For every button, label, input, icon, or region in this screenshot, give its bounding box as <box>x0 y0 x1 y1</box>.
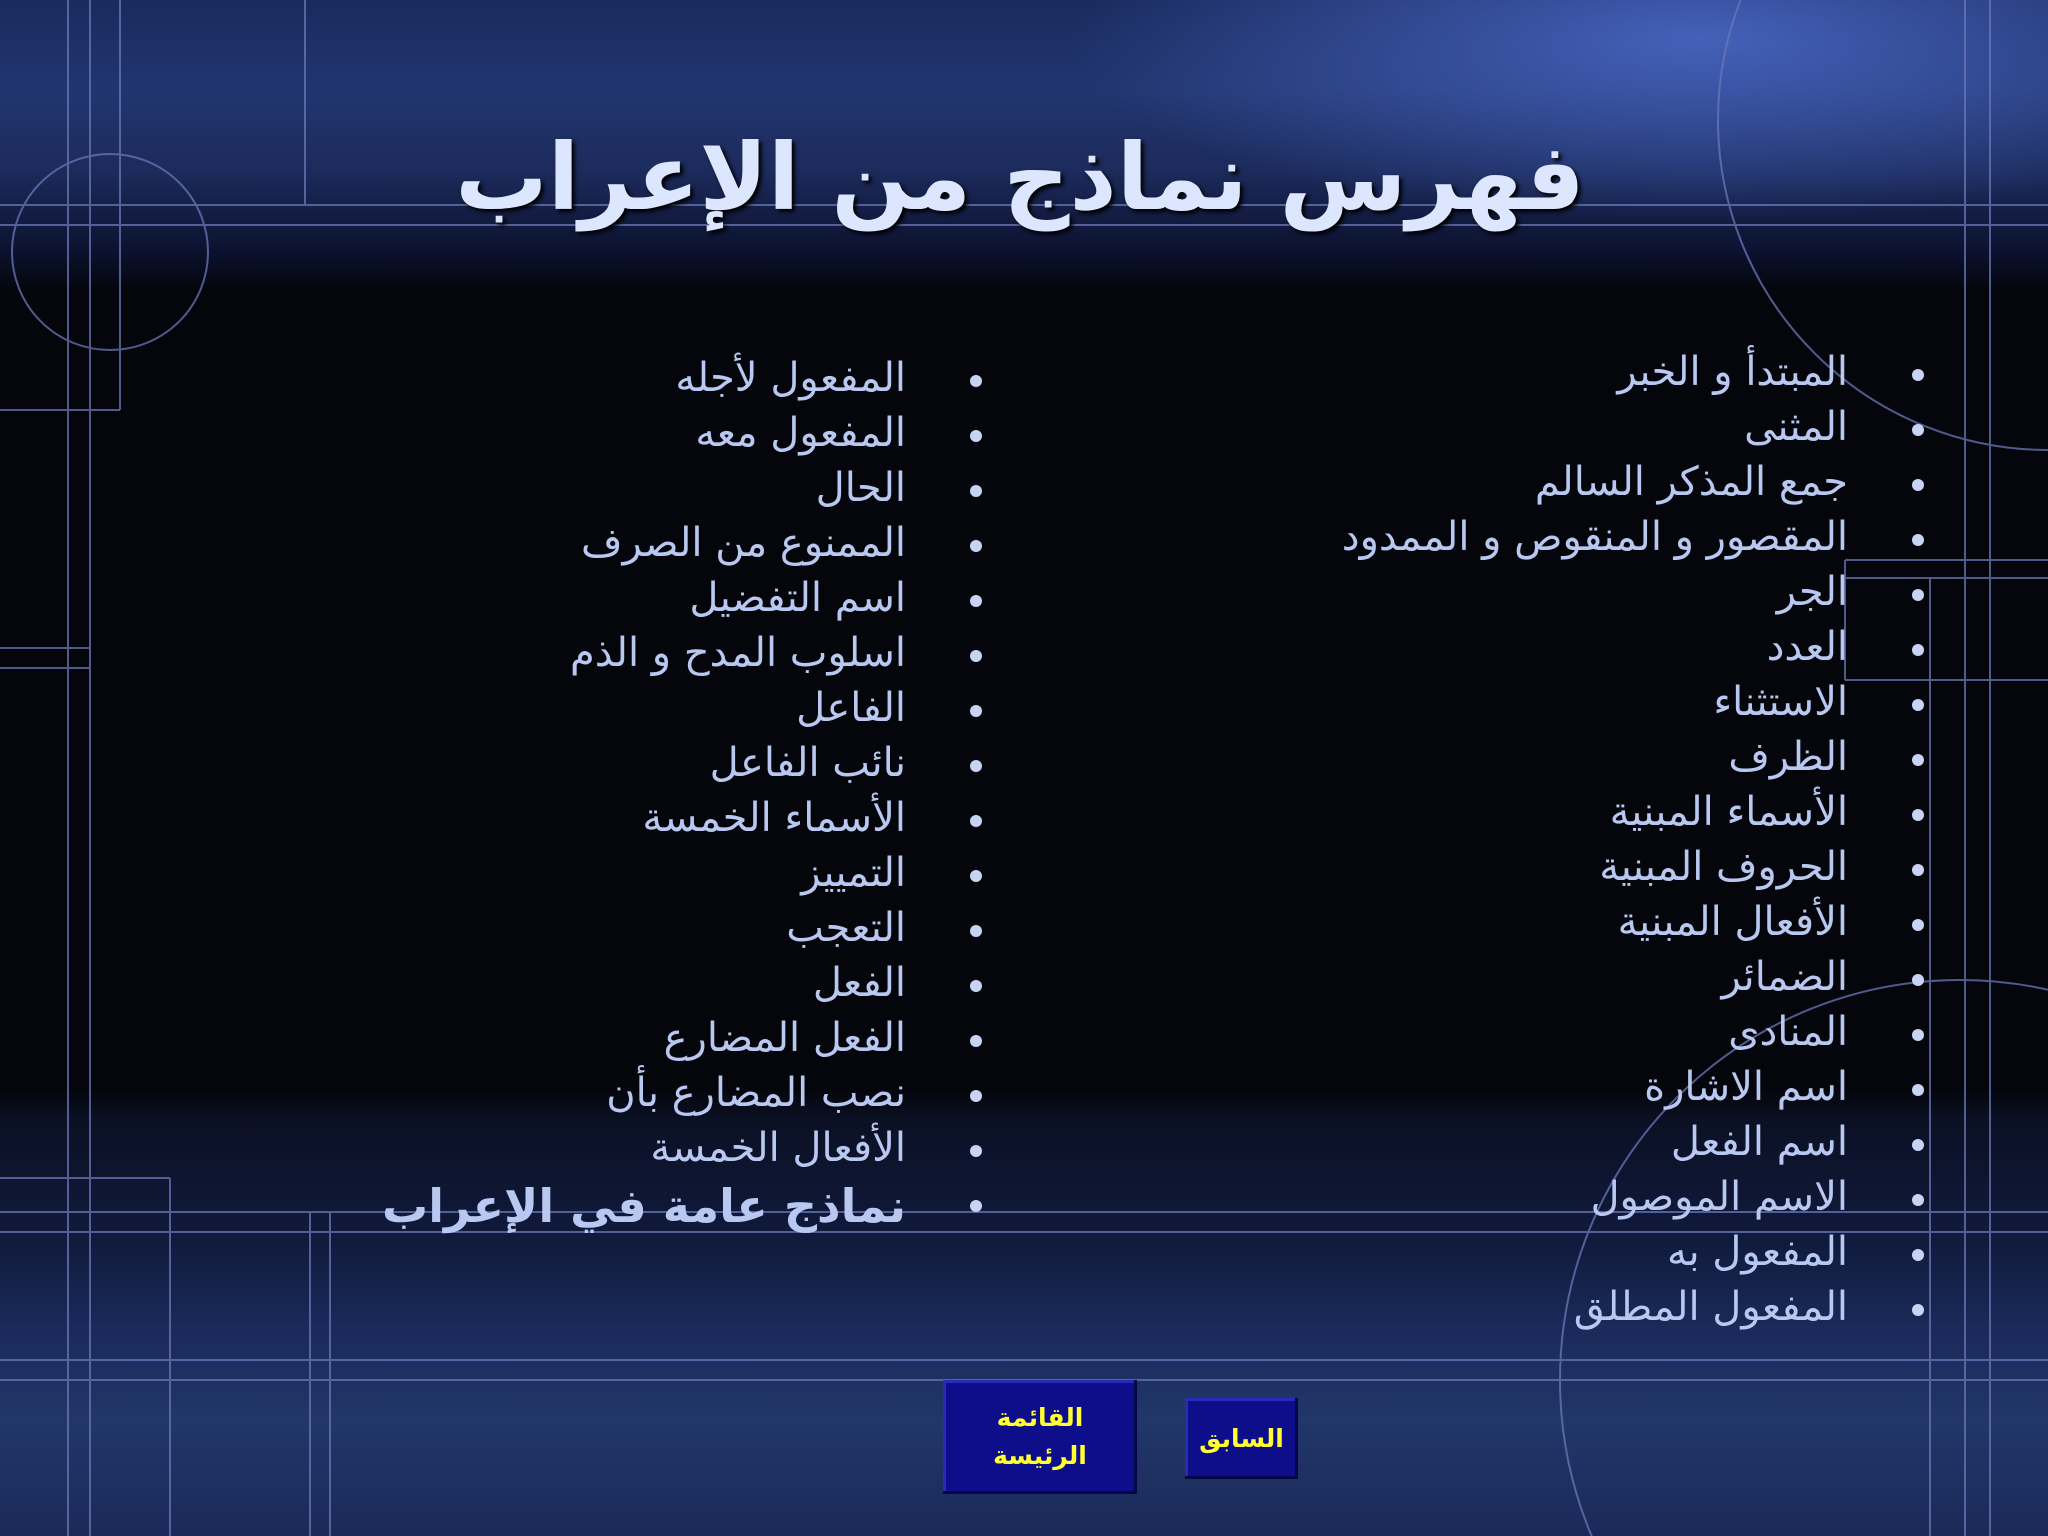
topic-link[interactable]: المفعول به <box>1342 1225 1936 1280</box>
topic-link[interactable]: الضمائر <box>1342 950 1936 1005</box>
topic-link[interactable]: اسم التفضيل <box>382 571 994 626</box>
topic-link[interactable]: المفعول المطلق <box>1342 1280 1936 1335</box>
topic-link[interactable]: الظرف <box>1342 730 1936 785</box>
topic-link[interactable]: المثنى <box>1342 400 1936 455</box>
main-menu-button-label: القائمة الرئيسة <box>993 1403 1087 1470</box>
topic-link[interactable]: جمع المذكر السالم <box>1342 455 1936 510</box>
topic-link[interactable]: المفعول لأجله <box>382 351 994 406</box>
topic-link[interactable]: المفعول معه <box>382 406 994 461</box>
topic-link[interactable]: الأفعال الخمسة <box>382 1121 994 1176</box>
topic-link[interactable]: الممنوع من الصرف <box>382 516 994 571</box>
topic-link[interactable]: العدد <box>1342 620 1936 675</box>
topic-link[interactable]: الحال <box>382 461 994 516</box>
topic-link[interactable]: اسم الفعل <box>1342 1115 1936 1170</box>
main-menu-button[interactable] <box>943 1380 1137 1494</box>
topic-link[interactable]: الأسماء الخمسة <box>382 791 994 846</box>
topic-link[interactable]: الأسماء المبنية <box>1342 785 1936 840</box>
topics-list-right <box>1342 345 1936 1335</box>
topic-link[interactable]: اسم الاشارة <box>1342 1060 1936 1115</box>
topic-link[interactable]: المبتدأ و الخبر <box>1342 345 1936 400</box>
topic-link[interactable]: اسلوب المدح و الذم <box>382 626 994 681</box>
previous-button[interactable]: السابق <box>1185 1398 1298 1479</box>
topic-link[interactable]: الاسم الموصول <box>1342 1170 1936 1225</box>
topic-link[interactable]: نصب المضارع بأن <box>382 1066 994 1121</box>
topic-link[interactable]: الأفعال المبنية <box>1342 895 1936 950</box>
topic-link[interactable]: المقصور و المنقوص و الممدود <box>1342 510 1936 565</box>
topic-link[interactable]: المنادى <box>1342 1005 1936 1060</box>
topic-link[interactable]: التمييز <box>382 846 994 901</box>
topic-link[interactable]: التعجب <box>382 901 994 956</box>
topic-link[interactable]: الفعل <box>382 956 994 1011</box>
topic-link[interactable]: الفاعل <box>382 681 994 736</box>
topic-link[interactable]: الفعل المضارع <box>382 1011 994 1066</box>
topic-link[interactable]: الجر <box>1342 565 1936 620</box>
topic-link[interactable]: الاستثناء <box>1342 675 1936 730</box>
topic-link[interactable]: نائب الفاعل <box>382 736 994 791</box>
topics-list-left <box>382 351 994 1236</box>
topic-link[interactable]: نماذج عامة في الإعراب <box>382 1176 994 1236</box>
topic-link[interactable]: الحروف المبنية <box>1342 840 1936 895</box>
page-title: فهرس نماذج من الإعراب <box>455 124 1585 231</box>
